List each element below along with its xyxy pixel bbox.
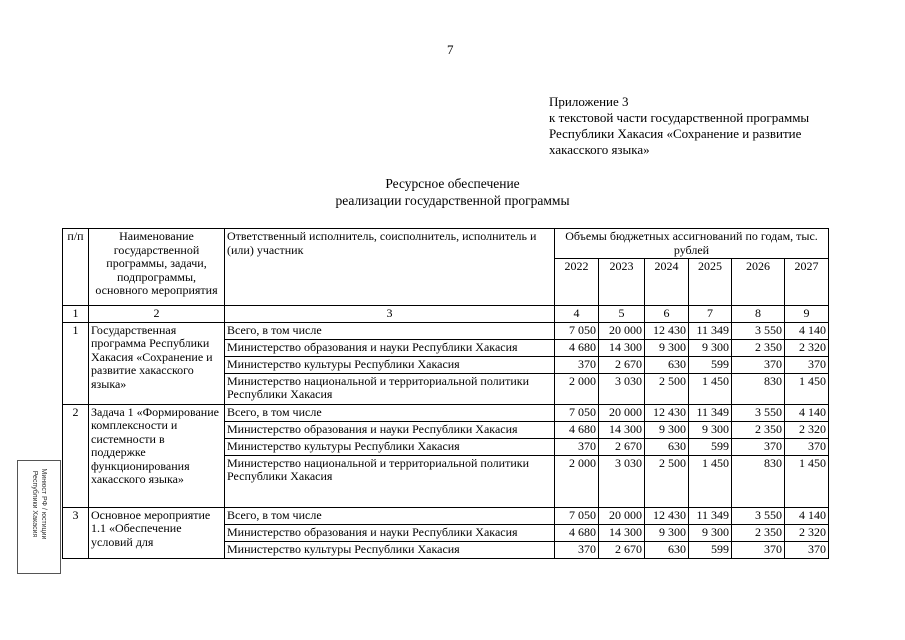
budget-value: 2 000 [555, 455, 599, 507]
participant: Всего, в том числе [225, 404, 555, 421]
participant: Министерство образования и науки Республики Хакасия [225, 339, 555, 356]
participant: Министерство культуры Республики Хакасия [225, 541, 555, 558]
budget-value: 2 320 [785, 524, 829, 541]
budget-value: 11 349 [689, 322, 732, 339]
budget-value: 12 430 [645, 404, 689, 421]
appendix-line: Приложение 3 [549, 94, 629, 109]
budget-value: 2 670 [599, 356, 645, 373]
participant: Министерство образования и науки Республики Хакасия [225, 421, 555, 438]
budget-value: 9 300 [689, 339, 732, 356]
budget-value: 1 450 [785, 455, 829, 507]
participant: Всего, в том числе [225, 507, 555, 524]
budget-value: 12 430 [645, 322, 689, 339]
budget-value: 2 670 [599, 541, 645, 558]
budget-value: 2 000 [555, 373, 599, 404]
budget-value: 1 450 [689, 373, 732, 404]
participant: Министерство национальной и территориальной политики Республики Хакасия [225, 455, 555, 507]
header-name: Наименование государственной программы, задачи, подпрограммы, основного мероприятия [89, 229, 225, 306]
budget-value: 20 000 [599, 404, 645, 421]
budget-value: 630 [645, 356, 689, 373]
budget-value: 599 [689, 356, 732, 373]
budget-value: 2 320 [785, 339, 829, 356]
budget-value: 4 680 [555, 421, 599, 438]
column-number: 9 [785, 306, 829, 323]
column-number: 3 [225, 306, 555, 323]
budget-value: 2 670 [599, 438, 645, 455]
budget-value: 4 140 [785, 322, 829, 339]
budget-value: 9 300 [645, 421, 689, 438]
participant: Всего, в том числе [225, 322, 555, 339]
appendix-note [549, 94, 809, 158]
budget-value: 7 050 [555, 507, 599, 524]
program-name: Задача 1 «Формирование комплексности и системности в поддержке функционирования хакасского языка» [89, 404, 225, 507]
budget-value: 370 [732, 356, 785, 373]
budget-value: 1 450 [689, 455, 732, 507]
budget-value: 2 500 [645, 373, 689, 404]
budget-value: 370 [555, 541, 599, 558]
header-budget: Объемы бюджетных ассигнований по годам, тыс. рублей [555, 229, 829, 259]
header-year: 2024 [645, 259, 689, 306]
header-year: 2026 [732, 259, 785, 306]
budget-value: 20 000 [599, 322, 645, 339]
appendix-line: Республики Хакасия «Сохранение и развитие [549, 126, 802, 141]
row-number: 3 [63, 507, 89, 558]
row-number: 1 [63, 322, 89, 404]
row-number: 2 [63, 404, 89, 507]
budget-value: 3 030 [599, 455, 645, 507]
budget-value: 2 500 [645, 455, 689, 507]
budget-value: 3 550 [732, 404, 785, 421]
header-participant: Ответственный исполнитель, соисполнитель, исполнитель и (или) участник [225, 229, 555, 306]
budget-value: 2 350 [732, 421, 785, 438]
budget-value: 370 [785, 541, 829, 558]
column-number: 1 [63, 306, 89, 323]
budget-value: 2 320 [785, 421, 829, 438]
table-row [63, 404, 829, 421]
column-number: 7 [689, 306, 732, 323]
participant: Министерство культуры Республики Хакасия [225, 356, 555, 373]
budget-value: 2 350 [732, 524, 785, 541]
document-title: Ресурсное обеспечение [385, 176, 520, 191]
budget-value: 7 050 [555, 404, 599, 421]
budget-value: 4 140 [785, 404, 829, 421]
header-year: 2027 [785, 259, 829, 306]
table-row [63, 507, 829, 524]
budget-value: 830 [732, 373, 785, 404]
header-year: 2025 [689, 259, 732, 306]
appendix-line: к текстовой части государственной программы [549, 110, 810, 125]
budget-value: 370 [555, 438, 599, 455]
column-number: 8 [732, 306, 785, 323]
header-pp: п/п [63, 229, 89, 306]
budget-value: 9 300 [645, 339, 689, 356]
budget-value: 1 450 [785, 373, 829, 404]
budget-value: 11 349 [689, 404, 732, 421]
budget-value: 11 349 [689, 507, 732, 524]
budget-value: 3 030 [599, 373, 645, 404]
budget-value: 3 550 [732, 507, 785, 524]
budget-value: 2 350 [732, 339, 785, 356]
program-name: Основное мероприятие 1.1 «Обеспечение условий для [89, 507, 225, 558]
header-year: 2023 [599, 259, 645, 306]
budget-value: 599 [689, 438, 732, 455]
stamp-text: Минюст РФ / юстиции Республики Хакасия [31, 468, 47, 540]
appendix-line: хакасского языка» [549, 142, 650, 157]
column-number: 2 [89, 306, 225, 323]
budget-value: 370 [732, 438, 785, 455]
column-number: 6 [645, 306, 689, 323]
document-subtitle: реализации государственной программы [335, 193, 570, 208]
column-number: 4 [555, 306, 599, 323]
budget-value: 370 [785, 438, 829, 455]
resource-table [62, 228, 829, 559]
budget-value: 9 300 [689, 524, 732, 541]
column-number: 5 [599, 306, 645, 323]
budget-value: 370 [732, 541, 785, 558]
budget-value: 599 [689, 541, 732, 558]
page-number: 7 [447, 42, 454, 57]
budget-value: 14 300 [599, 339, 645, 356]
budget-value: 4 680 [555, 524, 599, 541]
budget-value: 370 [555, 356, 599, 373]
program-name: Государственная программа Республики Хакасия «Сохранение и развитие хакасского языка» [89, 322, 225, 404]
budget-value: 20 000 [599, 507, 645, 524]
budget-value: 830 [732, 455, 785, 507]
budget-value: 9 300 [689, 421, 732, 438]
budget-value: 3 550 [732, 322, 785, 339]
participant: Министерство культуры Республики Хакасия [225, 438, 555, 455]
budget-value: 4 140 [785, 507, 829, 524]
participant: Министерство национальной и территориальной политики Республики Хакасия [225, 373, 555, 404]
budget-value: 7 050 [555, 322, 599, 339]
budget-value: 14 300 [599, 421, 645, 438]
budget-value: 630 [645, 541, 689, 558]
budget-value: 12 430 [645, 507, 689, 524]
budget-value: 9 300 [645, 524, 689, 541]
budget-value: 14 300 [599, 524, 645, 541]
budget-value: 370 [785, 356, 829, 373]
participant: Министерство образования и науки Республики Хакасия [225, 524, 555, 541]
table-row [63, 322, 829, 339]
header-year: 2022 [555, 259, 599, 306]
budget-value: 4 680 [555, 339, 599, 356]
budget-value: 630 [645, 438, 689, 455]
registration-stamp [17, 460, 61, 574]
